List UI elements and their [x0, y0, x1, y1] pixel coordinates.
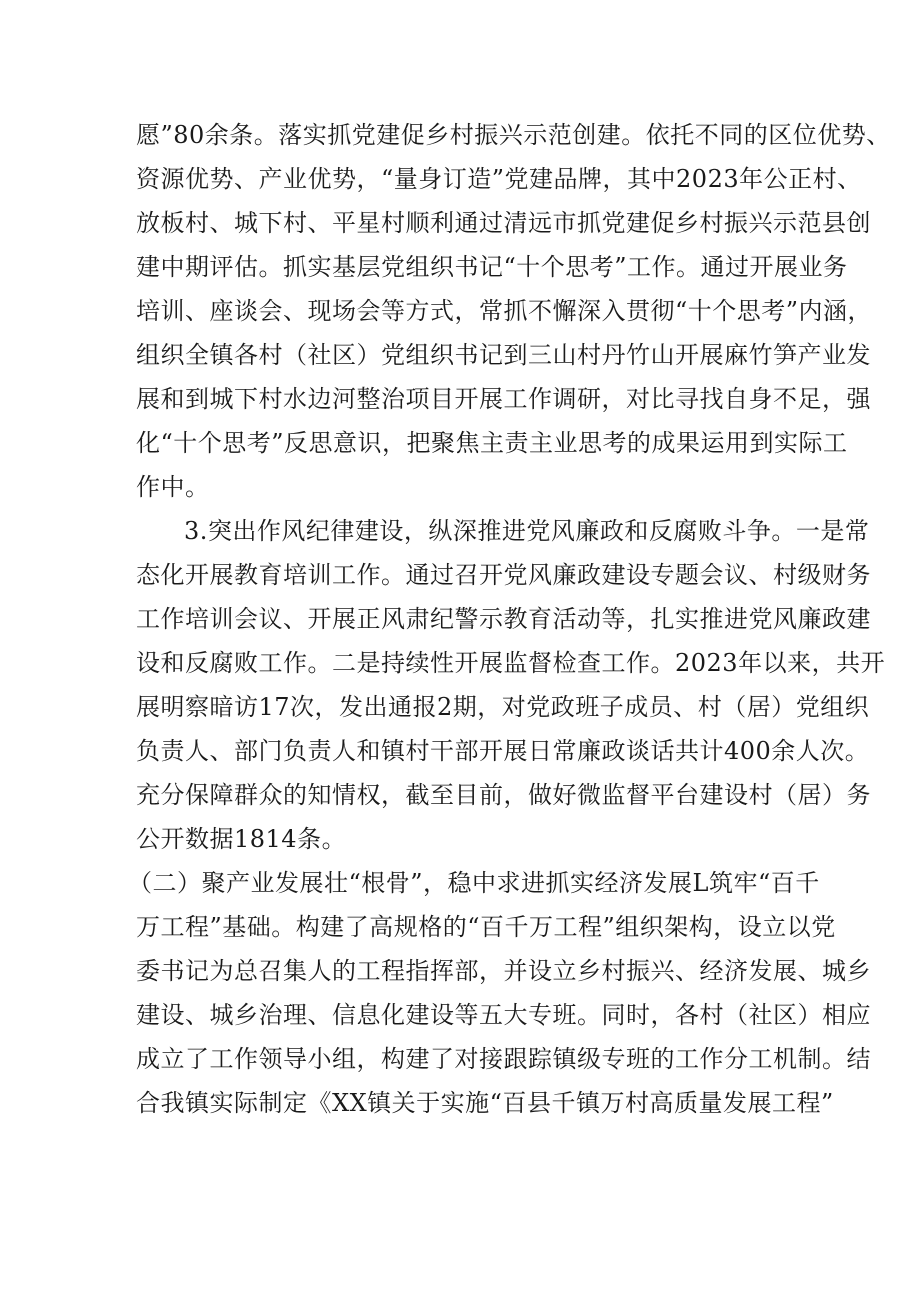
text-line: 3.突出作风纪律建设，纵深推进党风廉政和反腐败斗争。一是常 [184, 517, 870, 545]
text-line: 放板村、城下村、平星村顺利通过清远市抓党建促乡村振兴示范县创 [136, 209, 871, 237]
text-line: 负责人、部门负责人和镇村干部开展日常廉政谈话共计400余人次。 [136, 737, 870, 765]
text-line: （二）聚产业发展壮“根骨”，稳中求进抓实经济发展L筑牢“百千 [128, 869, 820, 897]
text-line: 作中。 [136, 473, 210, 501]
text-line: 化“十个思考”反思意识，把聚焦主责主业思考的成果运用到实际工 [136, 429, 848, 457]
text-line: 展明察暗访17次，发出通报2期，对党政班子成员、村（居）党组织 [136, 693, 870, 721]
text-line: 展和到城下村水边河整治项目开展工作调研，对比寻找自身不足，强 [136, 385, 871, 413]
text-line: 态化开展教育培训工作。通过召开党风廉政建设专题会议、村级财务 [136, 561, 871, 589]
text-line: 工作培训会议、开展正风肃纪警示教育活动等，扎实推进党风廉政建 [136, 605, 871, 633]
text-line: 充分保障群众的知情权，截至目前，做好微监督平台建设村（居）务 [136, 781, 871, 809]
text-line: 资源优势、产业优势，“量身订造”党建品牌，其中2023年公正村、 [136, 165, 862, 193]
text-line: 培训、座谈会、现场会等方式，常抓不懈深入贯彻“十个思考”内涵， [136, 297, 873, 325]
text-line: 公开数据1814条。 [136, 825, 347, 853]
text-line: 合我镇实际制定《XX镇关于实施“百县千镇万村高质量发展工程” [136, 1089, 834, 1117]
text-line: 建中期评估。抓实基层党组织书记“十个思考”工作。通过开展业务 [136, 253, 848, 281]
text-line: 万工程”基础。构建了高规格的“百千万工程”组织架构，设立以党 [136, 913, 836, 941]
text-line: 成立了工作领导小组，构建了对接跟踪镇级专班的工作分工机制。结 [136, 1045, 871, 1073]
text-line: 委书记为总召集人的工程指挥部，并设立乡村振兴、经济发展、城乡 [136, 957, 871, 985]
text-line: 愿”80余条。落实抓党建促乡村振兴示范创建。依托不同的区位优势、 [136, 121, 891, 149]
text-line: 设和反腐败工作。二是持续性开展监督检查工作。2023年以来，共开 [136, 649, 886, 677]
text-line: 建设、城乡治理、信息化建设等五大专班。同时，各村（社区）相应 [136, 1001, 871, 1029]
text-line: 组织全镇各村（社区）党组织书记到三山村丹竹山开展麻竹笋产业发 [136, 341, 871, 369]
